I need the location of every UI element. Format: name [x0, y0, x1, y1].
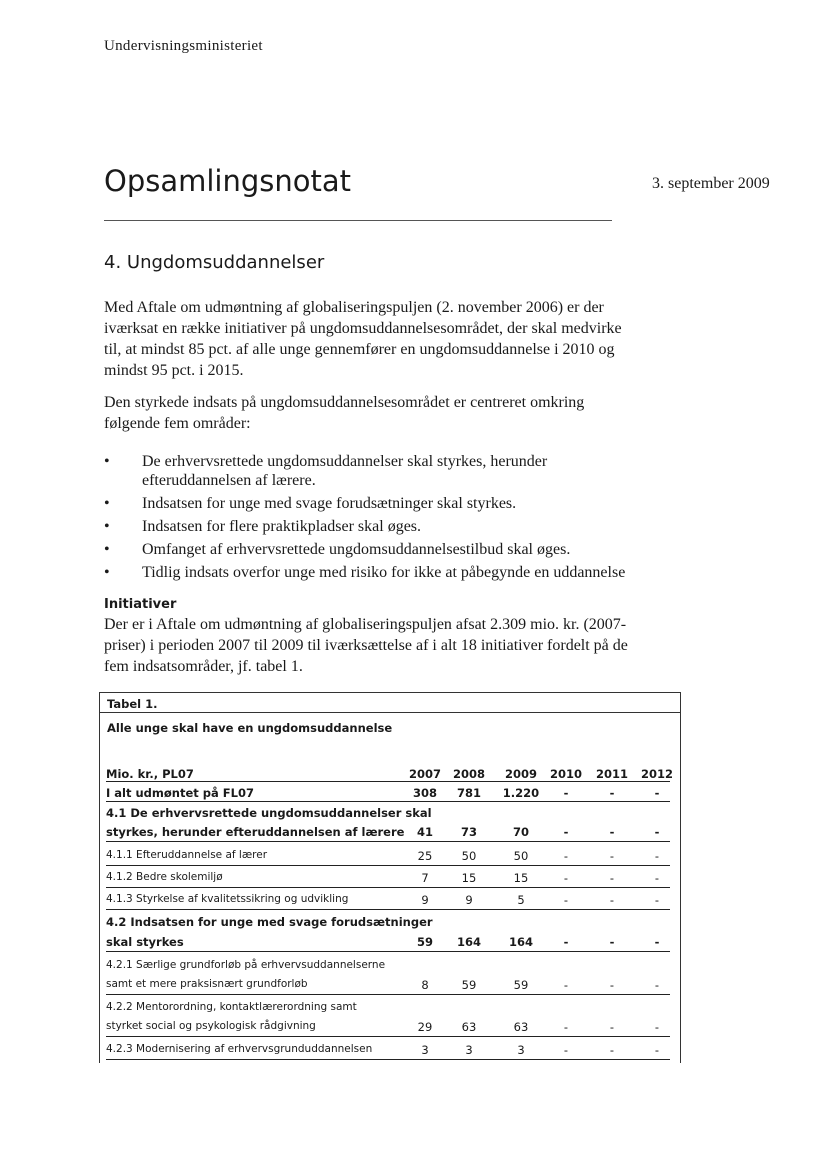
table-cell: -: [654, 825, 660, 839]
table-cell: -: [609, 978, 615, 992]
table-cell: -: [609, 786, 615, 800]
table-cell: 50: [461, 849, 477, 863]
table-cell: 5: [517, 893, 525, 907]
table-cell: 3: [465, 1043, 473, 1057]
row-divider: [106, 801, 670, 802]
table-cell: -: [563, 1043, 569, 1057]
bullet-icon: •: [104, 564, 110, 581]
list-item: • Omfanget af erhvervsrettede ungdomsuddannelsestilbud skal øges.: [104, 541, 571, 558]
table-cell: -: [654, 893, 660, 907]
table-cell: 781: [456, 786, 481, 800]
table-cell: -: [654, 1020, 660, 1034]
table-cell: 29: [417, 1020, 433, 1034]
table-cell: -: [609, 935, 615, 949]
row-divider: [106, 841, 670, 842]
row-divider: [106, 951, 670, 952]
row-label: 4.1.1 Efteruddannelse af lærer: [106, 849, 268, 861]
year-header: 2007: [408, 767, 441, 781]
table-cell: -: [563, 786, 569, 800]
table-divider: [100, 712, 680, 713]
table-cell: -: [654, 786, 660, 800]
table-cell: 25: [417, 849, 433, 863]
table-cell: 63: [461, 1020, 477, 1034]
unit-label: Mio. kr., PL07: [106, 767, 194, 781]
table-cell: 3: [421, 1043, 429, 1057]
table-cell: -: [563, 893, 569, 907]
table-label: Tabel 1.: [107, 697, 158, 711]
bullet-icon: •: [104, 518, 110, 535]
list-item: • Tidlig indsats overfor unge med risiko for ikke at påbegynde en uddannelse: [104, 564, 626, 581]
table-cell: 59: [461, 978, 477, 992]
list-item: • Indsatsen for unge med svage forudsætninger skal styrkes.: [104, 495, 517, 512]
row-label: 4.1 De erhvervsrettede ungdomsuddannelser skal: [106, 806, 432, 820]
table-cell: -: [654, 978, 660, 992]
table-cell: 8: [421, 978, 429, 992]
table-cell: -: [609, 893, 615, 907]
table-subtitle: Alle unge skal have en ungdomsuddannelse: [107, 721, 393, 735]
table-cell: 164: [508, 935, 533, 949]
year-header: 2012: [640, 767, 673, 781]
document-date: 3. september 2009: [652, 175, 770, 192]
table-cell: 15: [513, 871, 529, 885]
row-divider: [106, 887, 670, 888]
year-header: 2009: [504, 767, 537, 781]
row-label: styrket social og psykologisk rådgivning: [106, 1020, 316, 1032]
list-item: • Indsatsen for flere praktikpladser skal øges.: [104, 518, 422, 535]
row-label: 4.2.3 Modernisering af erhvervsgrunduddannelsen: [106, 1043, 373, 1055]
table-cell: 1.220: [502, 786, 540, 800]
year-header: 2010: [549, 767, 582, 781]
table-cell: 50: [513, 849, 529, 863]
initiatives-paragraph: Der er i Aftale om udmøntning af globaliseringspuljen afsat 2.309 mio. kr. (2007-priser) i perioden 2007 til 2009 til iværksættelse af i alt 18 initiativer fordelt på de fem indsatsområder, jf. tabel 1.: [104, 616, 628, 675]
table-cell: -: [654, 871, 660, 885]
focus-areas-list: [104, 452, 644, 586]
bullet-icon: •: [104, 495, 110, 512]
table-cell: -: [654, 849, 660, 863]
page-title: Opsamlingsnotat: [104, 164, 352, 198]
table-cell: -: [563, 935, 569, 949]
table-cell: -: [609, 849, 615, 863]
row-label: styrkes, herunder efteruddannelsen af lærere: [106, 825, 405, 839]
row-divider: [106, 994, 670, 995]
table-cell: 9: [421, 893, 429, 907]
ministry-name: Undervisningsministeriet: [104, 38, 263, 54]
title-divider: [104, 220, 612, 221]
table-cell: -: [609, 871, 615, 885]
table-cell: 73: [460, 825, 477, 839]
table-cell: 63: [513, 1020, 529, 1034]
row-label: 4.2.2 Mentorordning, kontaktlærerordning samt: [106, 1001, 357, 1013]
table-cell: -: [563, 1020, 569, 1034]
table-cell: -: [654, 1043, 660, 1057]
table-cell: 59: [513, 978, 529, 992]
row-label: samt et mere praksisnært grundforløb: [106, 978, 308, 990]
focus-paragraph: Den styrkede indsats på ungdomsuddannelsesområdet er centreret omkring følgende fem områder:: [104, 394, 585, 432]
bullet-icon: •: [104, 541, 110, 558]
row-label: 4.2.1 Særlige grundforløb på erhvervsuddannelserne: [106, 959, 386, 971]
table-cell: 164: [456, 935, 481, 949]
initiatives-subheading: Initiativer: [104, 597, 177, 612]
list-item: • De erhvervsrettede ungdomsuddannelser skal styrkes, herunder efteruddannelsen af lærere.: [104, 453, 548, 489]
table-cell: -: [563, 978, 569, 992]
table-cell: 41: [416, 825, 433, 839]
row-divider: [106, 1036, 670, 1037]
table-cell: 70: [512, 825, 529, 839]
table-cell: -: [609, 1043, 615, 1057]
table-cell: -: [563, 849, 569, 863]
year-header: 2011: [595, 767, 628, 781]
table-cell: 9: [465, 893, 473, 907]
table-cell: 59: [416, 935, 433, 949]
table-cell: -: [609, 1020, 615, 1034]
row-label: I alt udmøntet på FL07: [106, 786, 254, 800]
budget-table: [99, 692, 681, 1063]
row-label: 4.2 Indsatsen for unge med svage forudsætninger: [106, 915, 433, 929]
table-cell: -: [654, 935, 660, 949]
intro-paragraph: Med Aftale om udmøntning af globaliseringspuljen (2. november 2006) er der iværksat en række initiativer på ungdomsuddannelsesområdet, der skal medvirke til, at mindst 85 pct. af alle unge gennemfører en ungdomsuddannelse i 2010 og mindst 95 pct. i 2015.: [104, 299, 622, 379]
bullet-icon: •: [104, 453, 110, 470]
table-cell: -: [563, 871, 569, 885]
table-cell: 308: [412, 786, 437, 800]
row-label: 4.1.2 Bedre skolemiljø: [106, 871, 223, 883]
row-label: 4.1.3 Styrkelse af kvalitetssikring og udvikling: [106, 893, 349, 905]
table-cell: 15: [461, 871, 477, 885]
section-heading: 4. Ungdomsuddannelser: [104, 252, 325, 273]
table-cell: 3: [517, 1043, 525, 1057]
row-divider: [106, 865, 670, 866]
row-label: skal styrkes: [106, 935, 184, 949]
table-cell: -: [563, 825, 569, 839]
year-header: 2008: [452, 767, 485, 781]
row-divider: [106, 1059, 670, 1060]
table-cell: -: [609, 825, 615, 839]
row-divider: [106, 909, 670, 910]
table-cell: 7: [421, 871, 429, 885]
row-divider: [106, 781, 670, 782]
